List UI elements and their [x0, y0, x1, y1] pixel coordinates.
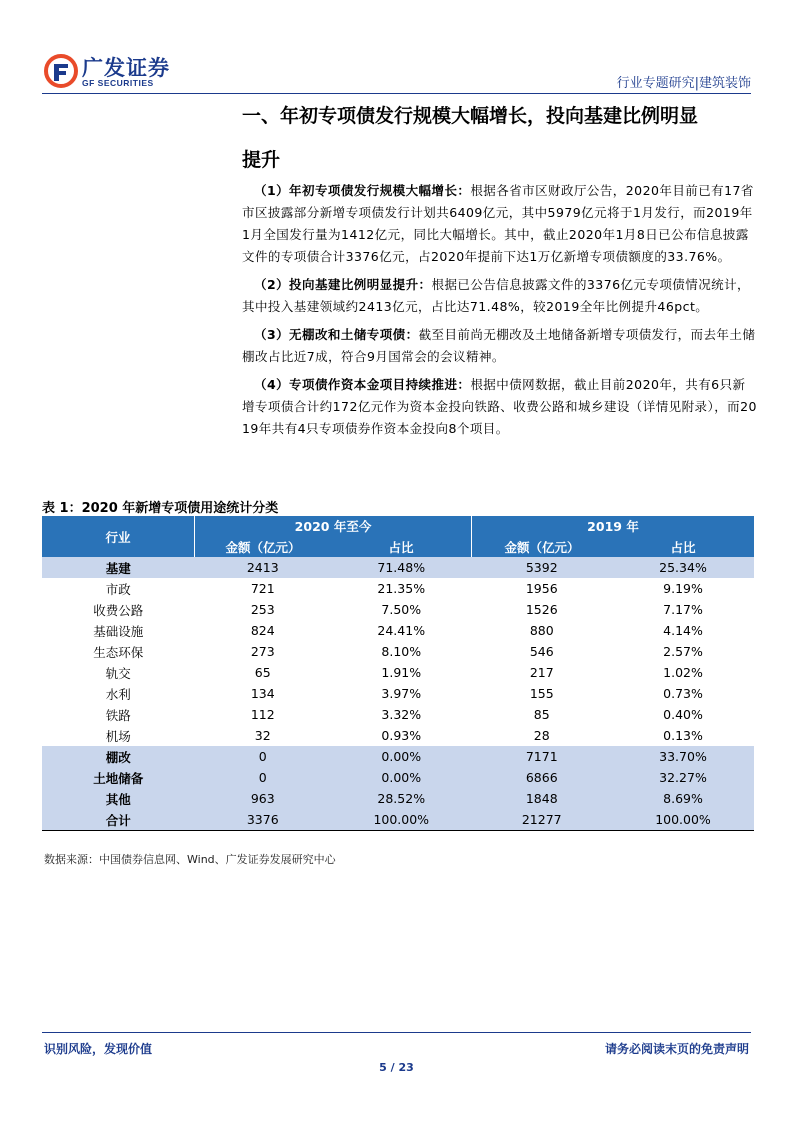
header-divider [42, 93, 751, 94]
row-amount-2020: 32 [254, 728, 271, 743]
row-amount-2020: 0 [195, 746, 332, 767]
table-row [42, 599, 754, 620]
header-group-2020: 2020 年至今 [195, 516, 472, 536]
row-ratio-2020: 28.52% [331, 788, 472, 809]
logo-text-en: GF SECURITIES [82, 78, 154, 88]
row-amount-2019: 155 [529, 686, 554, 701]
paragraph-1-lead: （1）年初专项债发行规模大幅增长： [254, 183, 471, 198]
special-bond-usage-table [42, 516, 754, 831]
row-ratio-2019: 8.69% [612, 788, 754, 809]
row-ratio-2020: 24.41% [377, 623, 426, 638]
table-row [42, 767, 754, 788]
header-group-2019: 2019 年 [472, 516, 755, 536]
header-industry: 行业 [42, 516, 195, 557]
row-ratio-2019: 33.70% [612, 746, 754, 767]
table-source: 数据来源：中国债券信息网、Wind、广发证券发展研究中心 [44, 853, 336, 866]
paragraph-2-lead: （2）投向基建比例明显提升： [254, 277, 432, 292]
footer-divider [42, 1032, 751, 1033]
section-title-line2: 提升 [242, 149, 281, 171]
row-amount-2019: 1526 [525, 602, 558, 617]
table-row [42, 557, 754, 578]
row-amount-2019: 21277 [472, 809, 613, 831]
row-ratio-2019: 9.19% [663, 581, 703, 596]
row-ratio-2019: 100.00% [612, 809, 754, 831]
row-industry: 轨交 [105, 665, 131, 681]
row-ratio-2019: 0.13% [663, 728, 703, 743]
row-amount-2020: 0 [195, 767, 332, 788]
table-row [42, 788, 754, 809]
row-ratio-2020: 3.97% [381, 686, 422, 701]
paragraph-3 [242, 324, 757, 368]
row-ratio-2019: 1.02% [663, 665, 703, 680]
row-industry: 土地储备 [42, 767, 195, 788]
row-ratio-2020: 3.32% [381, 707, 422, 722]
table-row [42, 704, 754, 725]
table-row [42, 725, 754, 746]
row-industry: 基建 [42, 557, 195, 578]
header-ratio-2019: 占比 [612, 536, 754, 557]
row-amount-2020: 134 [250, 686, 275, 701]
company-logo [44, 52, 184, 98]
row-industry: 收费公路 [93, 602, 144, 618]
row-ratio-2019: 25.34% [612, 557, 754, 578]
row-ratio-2019: 0.40% [663, 707, 703, 722]
table-row [42, 641, 754, 662]
table-row [42, 746, 754, 767]
paragraph-4-lead: （4）专项债作资本金项目持续推进： [254, 377, 471, 392]
paragraph-3-body: 截至目前尚无棚改及土地储备新增专项债发行，而去年土储棚改占比近7成，符合9月国常会的会议精神。 [242, 327, 756, 364]
row-amount-2019: 1956 [525, 581, 558, 596]
header-amount-2020: 金额（亿元） [195, 536, 332, 557]
paragraph-2 [242, 274, 757, 318]
row-industry: 合计 [42, 809, 195, 831]
table-body [42, 557, 754, 831]
table-row [42, 683, 754, 704]
row-amount-2019: 85 [533, 707, 550, 722]
table-row [42, 809, 754, 831]
paragraph-1-body: 根据各省市区财政厅公告，2020年目前已有17省市区披露部分新增专项债发行计划共6409亿元，其中5979亿元将于1月发行，而2019年1月全国发行量为1412亿元，同比大幅增长。其中，截止2020年1月8日已公布信息披露文件的专项债合计3376亿元，占2020年提前下达1万亿新增专项债额度的33.76%。 [242, 183, 754, 264]
row-amount-2019: 7171 [472, 746, 613, 767]
row-amount-2020: 65 [254, 665, 271, 680]
row-ratio-2020: 1.91% [381, 665, 422, 680]
row-amount-2020: 253 [250, 602, 275, 617]
row-amount-2019: 217 [529, 665, 554, 680]
page-number: 5 / 23 [379, 1061, 414, 1074]
row-amount-2019: 546 [529, 644, 554, 659]
row-industry: 机场 [105, 728, 131, 744]
row-ratio-2019: 4.14% [663, 623, 703, 638]
row-ratio-2019: 7.17% [663, 602, 703, 617]
row-industry: 棚改 [42, 746, 195, 767]
row-amount-2020: 721 [250, 581, 275, 596]
row-industry: 生态环保 [93, 644, 144, 660]
row-ratio-2020: 0.93% [381, 728, 422, 743]
table-row [42, 662, 754, 683]
row-ratio-2020: 71.48% [331, 557, 472, 578]
row-industry: 铁路 [105, 707, 131, 723]
section-title-line1: 一、年初专项债发行规模大幅增长，投向基建比例明显 [242, 105, 699, 127]
paragraph-4-body: 根据中债网数据，截止目前2020年，共有6只新增专项债合计约172亿元作为资本金投向铁路、收费公路和城乡建设（详情见附录），而2019年共有4只专项债券作资本金投向8个项目。 [242, 377, 757, 436]
footer-slogan: 识别风险，发现价值 [44, 1042, 153, 1056]
row-ratio-2019: 2.57% [663, 644, 703, 659]
row-amount-2019: 880 [529, 623, 554, 638]
row-amount-2020: 3376 [195, 809, 332, 831]
paragraph-3-lead: （3）无棚改和土储专项债： [254, 327, 419, 342]
row-ratio-2019: 32.27% [612, 767, 754, 788]
row-ratio-2020: 0.00% [331, 746, 472, 767]
table-row [42, 620, 754, 641]
row-ratio-2019: 0.73% [663, 686, 703, 701]
row-ratio-2020: 7.50% [381, 602, 422, 617]
row-amount-2019: 28 [533, 728, 550, 743]
gf-logo-icon [44, 54, 78, 88]
body-text [242, 180, 757, 446]
table-caption: 表 1：2020 年新增专项债用途统计分类 [42, 501, 279, 516]
row-industry: 基础设施 [93, 623, 144, 639]
row-amount-2020: 824 [250, 623, 275, 638]
row-amount-2019: 5392 [472, 557, 613, 578]
header-ratio-2020: 占比 [331, 536, 472, 557]
row-industry: 市政 [105, 581, 131, 597]
row-amount-2019: 6866 [472, 767, 613, 788]
row-industry: 其他 [42, 788, 195, 809]
report-category: 行业专题研究|建筑装饰 [616, 76, 751, 91]
logo-text-cn: 广发证券 [82, 56, 170, 80]
row-amount-2020: 273 [250, 644, 275, 659]
row-amount-2020: 963 [195, 788, 332, 809]
row-ratio-2020: 8.10% [381, 644, 422, 659]
row-amount-2020: 112 [250, 707, 275, 722]
row-ratio-2020: 21.35% [377, 581, 426, 596]
header-amount-2019: 金额（亿元） [472, 536, 613, 557]
paragraph-4 [242, 374, 757, 440]
table-row [42, 578, 754, 599]
paragraph-2-body: 根据已公告信息披露文件的3376亿元专项债情况统计，其中投入基建领域约2413亿元，占比达71.48%，较2019全年比例提升46pct。 [242, 277, 751, 314]
paragraph-1 [242, 180, 757, 268]
row-amount-2020: 2413 [195, 557, 332, 578]
row-ratio-2020: 0.00% [331, 767, 472, 788]
row-ratio-2020: 100.00% [331, 809, 472, 831]
row-amount-2019: 1848 [472, 788, 613, 809]
row-industry: 水利 [105, 686, 131, 702]
footer-disclaimer: 请务必阅读末页的免责声明 [604, 1042, 749, 1056]
